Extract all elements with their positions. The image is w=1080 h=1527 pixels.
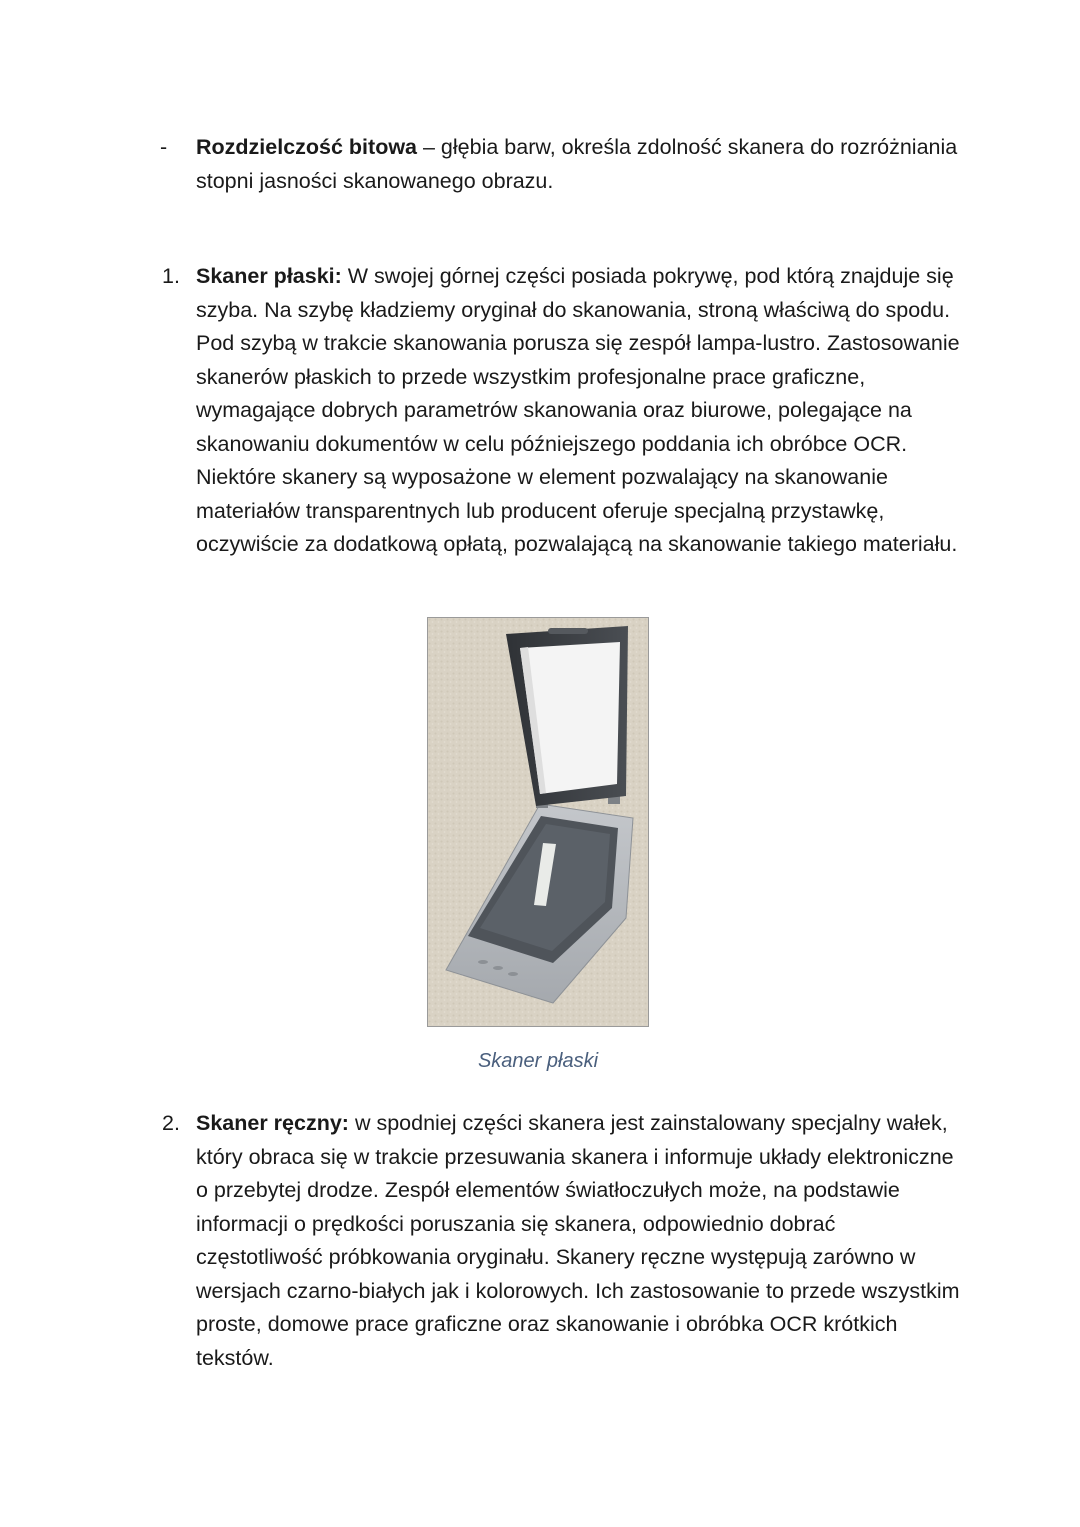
- flatbed-text: W swojej górnej części posiada pokrywę, pod którą znajduje się szyba. Na szybę kładziemy oryginał do skanowania, stroną właściwą do spodu. Pod szybą w trakcie skanowania porusza się zespół lampa-lustro. Zastosowanie skanerów płaskich to przede wszystkim profesjonalne prace graficzne, wymagające dobrych parametrów skanowania oraz biurowe, polegające na skanowaniu dokumentów w celu późniejszego poddania ich obróbce OCR. Niektóre skanery są wyposażone w element pozwalający na skanowanie materiałów transparentnych lub producent oferuje specjalną przystawkę, oczywiście za dodatkową opłatą, pozwalającą na skanowanie takiego materiału.: [196, 264, 960, 556]
- bitdepth-paragraph: [196, 131, 966, 198]
- list-number-2: 2.: [162, 1111, 180, 1135]
- list-number-1: 1.: [162, 264, 180, 288]
- handheld-text: w spodniej części skanera jest zainstalowany specjalny wałek, który obraca się w trakcie przesuwania skanera i informuje układy elektroniczne o przebytej drodze. Zespół elementów światłoczułych może, na podstawie informacji o prędkości poruszania się skanera, odpowiednio dobrać częstotliwość próbkowania oryginału. Skanery ręczne występują zarówno w wersjach czarno-białych jak i kolorowych. Ich zastosowanie to przede wszystkim proste, domowe prace graficzne oraz skanowanie i obróbka OCR krótkich tekstów.: [196, 1111, 960, 1370]
- flatbed-term: Skaner płaski:: [196, 264, 342, 288]
- flatbed-scanner-image: [427, 617, 649, 1027]
- handheld-term: Skaner ręczny:: [196, 1111, 349, 1135]
- handheld-paragraph: [196, 1107, 966, 1375]
- figure-caption: Skaner płaski: [477, 1050, 599, 1072]
- bitdepth-term: Rozdzielczość bitowa: [196, 135, 418, 159]
- dash-bullet: -: [160, 135, 168, 159]
- bitdepth-text: – głębia barw, określa zdolność skanera do rozróżniania stopni jasności skanowanego obrazu.: [196, 135, 958, 193]
- flatbed-paragraph: [196, 260, 966, 562]
